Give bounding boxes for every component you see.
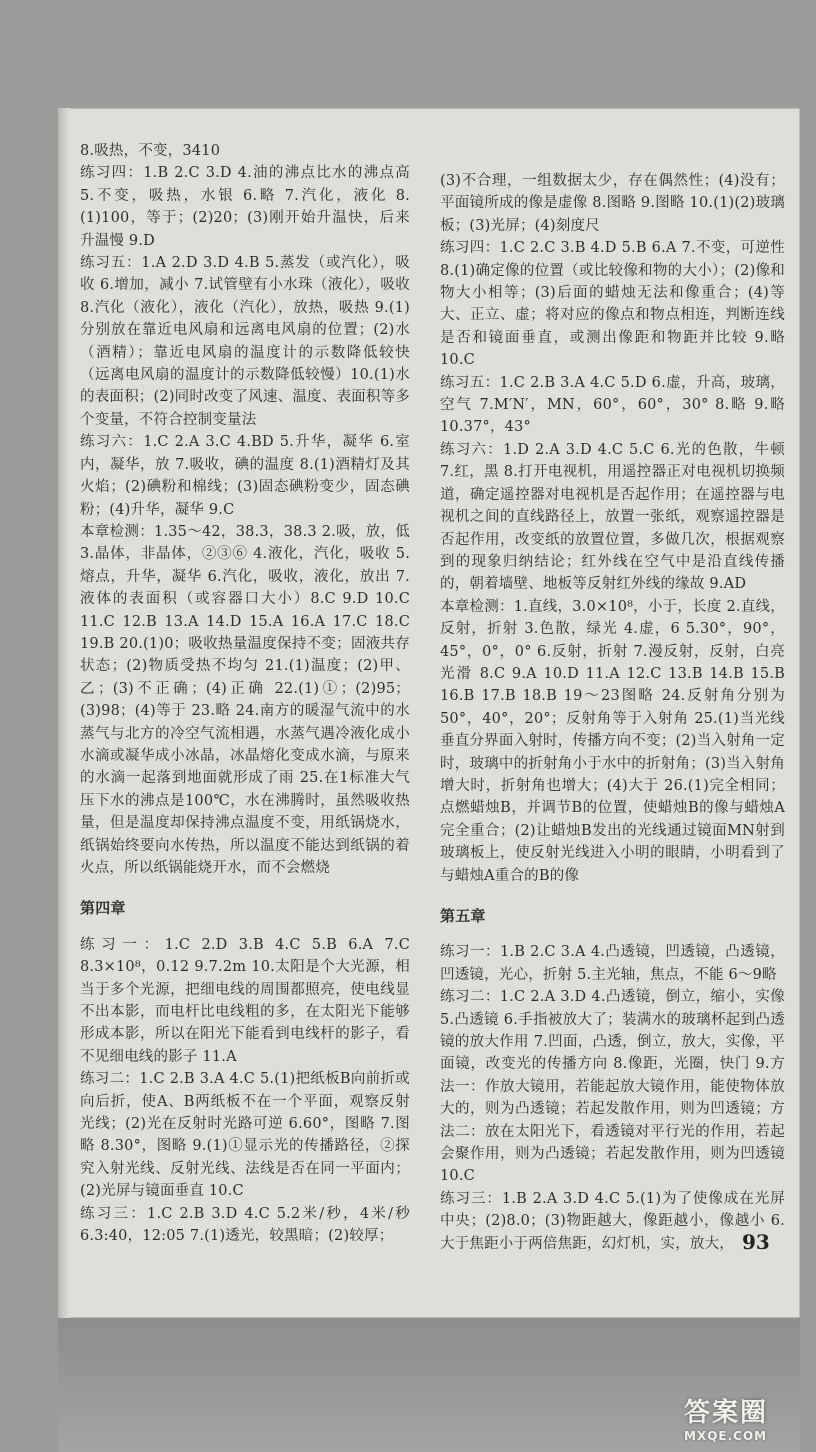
- answer-paragraph: 练习五：1.A 2.D 3.D 4.B 5.蒸发（或汽化），吸收 6.增加，减小 7.试管壁有小水珠（液化），吸收 8.汽化（液化），液化（汽化），放热，吸热 9.(1)分别放在靠近电风扇和远离电风扇的位置；(2)水（酒精）；靠近电风扇的温度计的示数降低较快（远离电风扇的温度计的示数降低较慢）10.(1)水的表面积；(2)同时改变了风速、温度、表面积等多个变量，不符合控制变量法: [80, 255, 410, 428]
- watermark-main-text: 答案圈: [684, 1398, 769, 1428]
- watermark-logo: [684, 1392, 810, 1448]
- answer-paragraph: 练习三：1.C 2.B 3.D 4.C 5.2米/秒，4米/秒 6.3:40，12:05 7.(1)透光，较黑暗；(2)较厚；: [80, 1205, 410, 1245]
- answer-paragraph: 8.吸热，不变，3410: [80, 143, 221, 159]
- answer-paragraph: 本章检测：1.直线，3.0×10⁸，小于，长度 2.直线，反射，折射 3.色散，绿光 4.虚，6 5.30°，90°，45°，0°，0° 6.反射，折射 7.漫反射，反射，白亮光滑 8.C 9.A 10.D 11.A 12.C 13.B 14.B 15.B 16.B 17.B 18.B 19～23图略 24.反射角分别为50°，40°，20°；反射角等于入射角 25.(1)当光线垂直分界面入射时，传播方向不变；(2)当入射角一定时，玻璃中的折射角小于水中的折射角；(3)当入射角增大时，折射角也增大；(4)大于 26.(1)完全相同；点燃蜡烛B，并调节B的位置，使蜡烛B的像与蜡烛A完全重合；(2)让蜡烛B发出的光线通过镜面MN射到玻璃板上，使反射光线进入小明的眼睛，小明看到了与蜡烛A重合的B的像: [440, 598, 785, 884]
- answer-paragraph: 练习六：1.C 2.A 3.C 4.BD 5.升华，凝华 6.室内，凝华，放 7.吸收，碘的温度 8.(1)酒精灯及其火焰；(2)碘粉和棉线；(3)固态碘粉变少，固态碘粉；(4)升华，凝华 9.C: [80, 434, 410, 518]
- chapter-title: 第五章: [440, 907, 486, 925]
- answer-paragraph: 练习五：1.C 2.B 3.A 4.C 5.D 6.虚，升高，玻璃，空气 7.M′N′，MN，60°，60°，30° 8.略 9.略 10.37°，43°: [440, 374, 785, 436]
- answer-paragraph: 本章检测：1.35～42，38.3，38.3 2.吸，放，低 3.晶体，非晶体，②③⑥ 4.液化，汽化，吸收 5.熔点，升华，凝华 6.汽化，吸收，液化，放出 7.液体的表面积（或容器口大小）8.C 9.D 10.C 11.C 12.B 13.A 14.D 15.A 16.A 17.C 18.C 19.B 20.(1)0；吸收热量温度保持不变；固液共存状态；(2)物质受热不均匀 21.(1)温度；(2)甲、乙；(3)不正确；(4)正确 22.(1)①；(2)95；(3)98；(4)等于 23.略 24.南方的暖湿气流中的水蒸气与北方的冷空气流相遇，水蒸气遇冷液化成小水滴或凝华成小冰晶，冰晶熔化变成水滴，与原来的水滴一起落到地面就形成了雨 25.在1标准大气压下水的沸点是100℃，水在沸腾时，虽然吸收热量，但是温度却保持沸点温度不变，用纸锅烧水，纸锅始终要向水传热，所以温度不能达到纸锅的着火点，所以纸锅能烧开水，而不会燃烧: [80, 523, 410, 876]
- page-binding-shadow: [58, 108, 70, 1318]
- answer-paragraph: 练习三：1.B 2.A 3.D 4.C 5.(1)为了使像成在光屏中央；(2)8.0；(3)物距越大，像距越小，像越小 6.大于焦距小于两倍焦距，幻灯机，实，放大，: [440, 1190, 785, 1252]
- answer-paragraph: 练习四：1.B 2.C 3.D 4.油的沸点比水的沸点高 5.不变，吸热，水银 6.略 7.汽化，液化 8.(1)100，等于；(2)20；(3)刚开始升温快，后来升温慢 9.D: [80, 165, 410, 249]
- answer-paragraph: 练习六：1.D 2.A 3.D 4.C 5.C 6.光的色散，牛顿 7.红，黑 8.打开电视机，用遥控器正对电视机切换频道，确定遥控器对电视机是否起作用；在遥控器与电视机之间的直线路径上，放置一张纸，观察遥控器是否起作用，改变纸的放置位置，多做几次，根据观察到的现象归纳结论；红外线在空气中是沿直线传播的，朝着墙壁、地板等反射红外线的缘故 9.AD: [440, 441, 785, 593]
- answer-paragraph: (3)不合理，一组数据太少，存在偶然性；(4)没有；平面镜所成的像是虚像 8.图略 9.图略 10.(1)(2)玻璃板；(3)光屏；(4)刻度尺: [440, 173, 785, 234]
- left-column: [80, 140, 410, 1248]
- watermark-url: MXQE.COM: [684, 1429, 768, 1443]
- answer-paragraph: 练习二：1.C 2.B 3.A 4.C 5.(1)把纸板B向前折或向后折，使A、B两纸板不在一个平面，观察反射光线；(2)光在反射时光路可逆 6.60°，图略 7.图略 8.30°，图略 9.(1)①显示光的传播路径，②探究入射光线、反射光线、法线是否在同一平面内；(2)光屏与镜面垂直 10.C: [80, 1071, 410, 1200]
- answer-paragraph: 练习一：1.C 2.D 3.B 4.C 5.B 6.A 7.C 8.3×10⁸，0.12 9.7.2m 10.太阳是个大光源，相当于多个光源，把细电线的周围都照亮，使电线显不出本影，而电杆比电线粗的多，在太阳光下能够形成本影，所以在阳光下能看到电线杆的影子，看不见细电线的影子 11.A: [80, 936, 410, 1065]
- answer-paragraph: 练习二：1.C 2.A 3.D 4.凸透镜，倒立，缩小，实像 5.凸透镜 6.手指被放大了；装满水的玻璃杯起到凸透镜的放大作用 7.凹面，凸透，倒立，放大，实像，平面镜，改变光的传播方向 8.像距，光圈，快门 9.方法一：作放大镜用，若能起放大镜作用，能使物体放大的，则为凸透镜；若起发散作用，则为凹透镜；方法二：放在太阳光下，看透镜对平行光的作用，若起会聚作用，则为凸透镜；若起发散作用，则为凹透镜 10.C: [440, 989, 785, 1185]
- answer-paragraph: 练习四：1.C 2.C 3.B 4.D 5.B 6.A 7.不变，可逆性 8.(1)确定像的位置（或比较像和物的大小）；(2)像和物大小相等；(3)后面的蜡烛无法和像重合；(4)等大、正立、虚；将对应的像点和物点相连，判断连线是否和镜面垂直，或测出像距和物距并比较 9.略 10.C: [440, 240, 785, 369]
- chapter-title: 第四章: [80, 899, 126, 918]
- answer-paragraph: 练习一：1.B 2.C 3.A 4.凸透镜，凹透镜，凸透镜，凹透镜，光心，折射 5.主光轴，焦点，不能 6～9略: [440, 944, 785, 983]
- page-number: 93: [742, 1230, 770, 1254]
- right-column: [440, 170, 785, 1255]
